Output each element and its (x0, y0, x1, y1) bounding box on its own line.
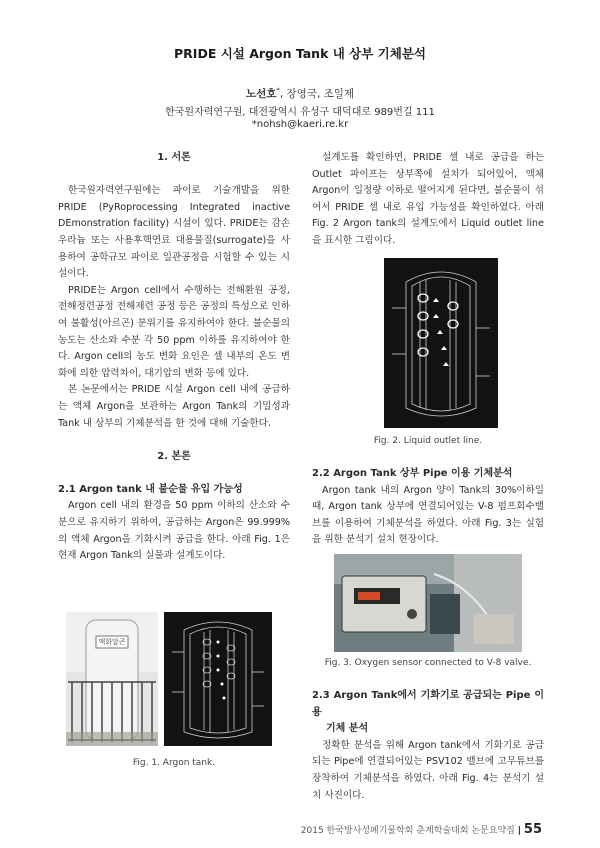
fig1-photo (66, 612, 158, 746)
affiliation: 한국원자력연구원, 대전광역시 유성구 대덕대로 989번길 111 (165, 107, 435, 118)
subsection-2-3-paragraph: 정확한 분석을 위해 Argon tank에서 기화기로 공급되는 Pipe에 연결되어있는 PSV102 밸브에 고무튜브를 장착하여 기체분석을 하였다. 아래 Fig. 4는 분석기 설치 사진이다. (312, 739, 544, 801)
subsection-heading-2-1: 2.1 Argon tank 내 불순물 유입 가능성 (58, 483, 243, 495)
intro-paragraph-2: PRIDE는 Argon cell에서 수행하는 전해환원 공정, 전해정련공정 전해제련 공정 등은 공정의 특성으로 인하여 불활성(아르곤) 분위기를 유지하여야 한다. 불순물의 농도는 산소와 수분 각 50 ppm 이하를 유지하여야 한다. Argon cell의 농도 변화 요인은 셀 내부의 온도 변화에 의한 압력차이, 대기압의 변화 등에 있다. (58, 284, 290, 379)
corresponding-mark: * (276, 86, 280, 95)
subsection-heading-2-3-cont: 기체 분석 (326, 723, 369, 735)
paper-title: PRIDE 시설 Argon Tank 내 상부 기체분석 (174, 46, 426, 61)
section-heading-intro: 1. 서론 (157, 152, 191, 163)
fig1-caption: Fig. 1. Argon tank. (132, 758, 216, 768)
fig2-drawing (384, 258, 498, 428)
fig2-caption: Fig. 2. Liquid outlet line. (373, 436, 483, 446)
co-authors: , 장영국, 조일제 (279, 88, 355, 100)
section-2-2 (312, 466, 544, 549)
lead-author: 노선호 (245, 88, 277, 100)
page-number: 55 (523, 822, 542, 837)
subsection-heading-2-2: 2.2 Argon Tank 상부 Pipe 이용 기체분석 (312, 468, 513, 479)
right-paragraph-1: 설계도를 확인하면, PRIDE 셀 내로 공급을 하는 Outlet 파이프는 상부쪽에 설치가 되어있어, 액체 Argon이 일정량 이하로 떨어지게 된다면, 불순물이 섞여서 PRIDE 셀 내로 유입 가능성을 확인하였다. 아래 Fig. 2 Argon tank의 설계도에서 Liquid outlet line을 표시한 그림이다. (312, 152, 544, 246)
fig3-photo (334, 554, 522, 652)
footer-text: 2015 한국방사성폐기물학회 춘계학술대회 논문요약집 (300, 826, 515, 836)
fig1-sign-text: 액화알곤 (98, 638, 126, 646)
fig1-drawing (164, 612, 272, 746)
page-footer (301, 822, 542, 837)
footer-separator: | (517, 826, 522, 836)
intro-paragraph-3: 본 논문에서는 PRIDE 시설 Argon cell 내에 공급하는 액체 Argon을 보관하는 Argon Tank의 기밀성과 Tank 내 상부의 기체분석을 한 것에 대해 기술한다. (58, 384, 290, 429)
intro-paragraph-1: 한국원자력연구원에는 파이로 기술개발을 위한 PRIDE (PyRoprocessing Integrated inactive DEmonstration facility) 시설이 있다. PRIDE는 감손우라늄 또는 사용후핵연료 대용물질(surrogate)을 사용하여 공학규모 파이로 일관공정을 시험할 수 있는 시설이다. (58, 185, 290, 280)
subsection-2-2-paragraph: Argon tank 내의 Argon 양이 Tank의 30%이하일 때, Argon tank 상부에 연결되어있는 V-8 펌프회수밸브를 이용하여 기체분석을 하였다. 아래 Fig. 3는 실험을 위한 분석기 설치 현장이다. (312, 484, 544, 546)
subsection-2-1-paragraph: Argon cell 내의 환경을 50 ppm 이하의 산소와 수분으로 유지하기 위하여, 공급하는 Argon은 99.999%의 액체 Argon을 기화시켜 공급을 한다. 아래 Fig. 1은 현재 Argon Tank의 실물과 설계도이다. (58, 500, 290, 562)
fig3-caption: Fig. 3. Oxygen sensor connected to V-8 valve. (324, 658, 532, 668)
email: *nohsh@kaeri.re.kr (251, 119, 349, 130)
right-column (312, 150, 544, 250)
author-line (0, 86, 600, 101)
section-heading-body: 2. 본론 (157, 450, 191, 462)
left-column (58, 150, 290, 565)
subsection-heading-2-3: 2.3 Argon Tank에서 기화기로 공급되는 Pipe 이용 (312, 690, 544, 718)
section-2-3 (312, 688, 544, 804)
